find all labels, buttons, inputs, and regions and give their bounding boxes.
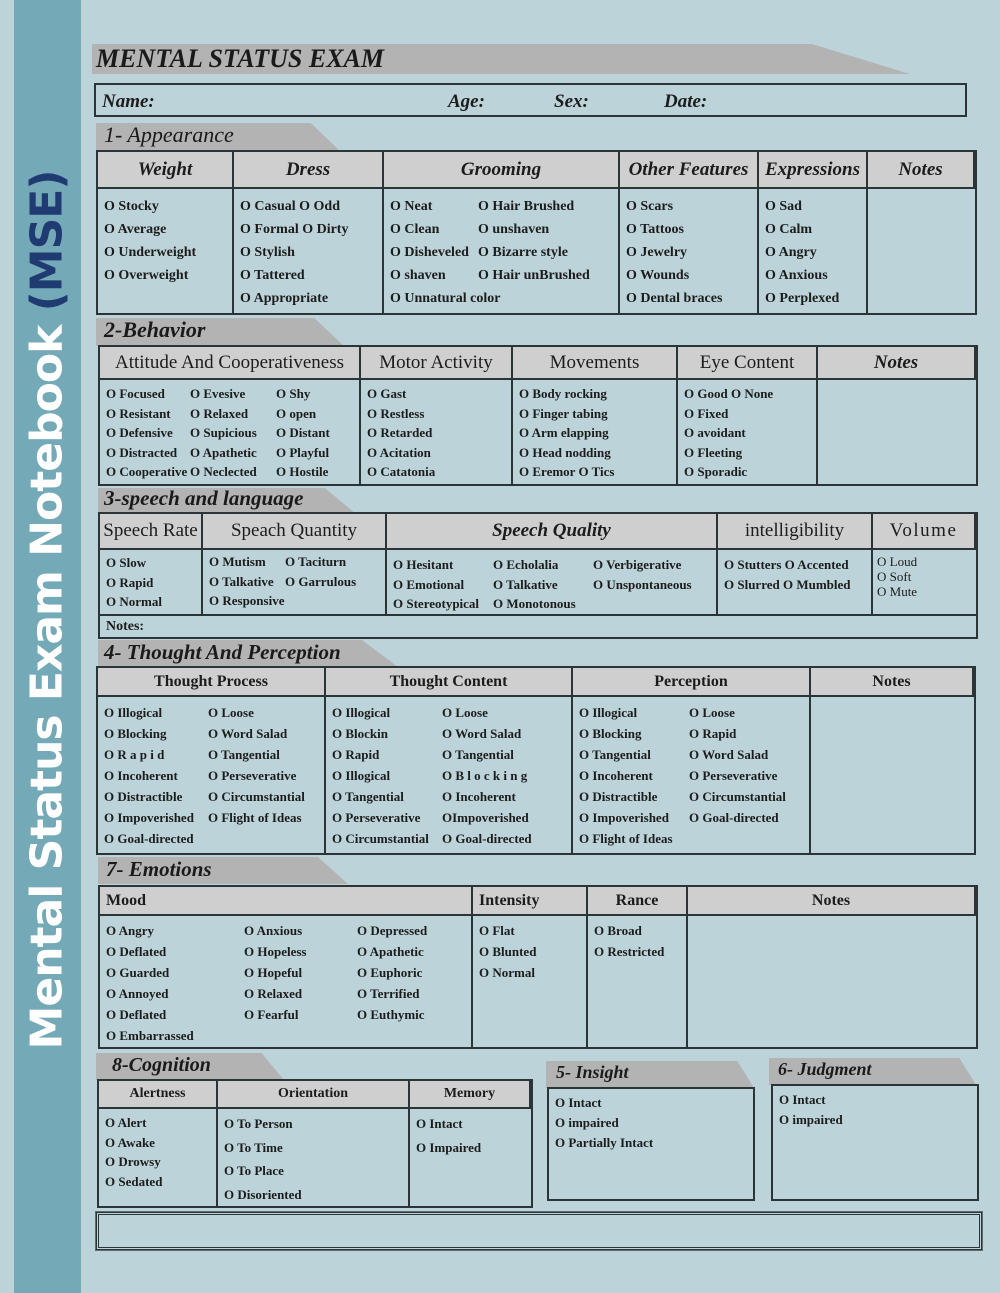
- thought-header-process: Thought Process: [98, 668, 326, 697]
- option-p-circumstantial[interactable]: O Circumstantial: [689, 789, 786, 804]
- option-good-none[interactable]: O Good O None: [684, 386, 774, 401]
- option-restricted[interactable]: O Restricted: [594, 944, 665, 959]
- option-memory-impaired[interactable]: O Impaired: [416, 1139, 482, 1155]
- option-tp-word-salad[interactable]: O Word Salad: [208, 726, 288, 741]
- option-tc-perseverative[interactable]: O Perseverative: [332, 810, 421, 825]
- option-tc-tangential-2[interactable]: O Tangential: [332, 789, 404, 804]
- date-field[interactable]: Date:: [664, 91, 708, 112]
- option-to-person[interactable]: O To Person: [224, 1116, 293, 1131]
- cognition-header-orientation: Orientation: [218, 1081, 410, 1109]
- option-tattoos[interactable]: O Tattoos: [626, 222, 684, 237]
- option-scars[interactable]: O Scars: [626, 199, 674, 214]
- option-m-euphoric[interactable]: O Euphoric: [357, 965, 423, 980]
- option-p-goal-directed[interactable]: O Goal-directed: [689, 810, 779, 825]
- option-disoriented[interactable]: O Disoriented: [224, 1186, 302, 1202]
- rance-options: [588, 916, 688, 1047]
- option-shaven[interactable]: O shaven: [390, 268, 446, 283]
- option-m-euthymic[interactable]: O Euthymic: [357, 1007, 425, 1022]
- option-overweight[interactable]: O Overweight: [104, 268, 189, 283]
- option-tp-rapid[interactable]: O R a p i d: [104, 747, 165, 762]
- option-tc-goal-directed[interactable]: O Goal-directed: [442, 831, 532, 846]
- option-sedated[interactable]: O Sedated: [105, 1173, 163, 1189]
- option-stocky[interactable]: O Stocky: [104, 199, 159, 214]
- option-tc-tangential[interactable]: O Tangential: [442, 747, 514, 762]
- thought-title: 4- Thought And Perception: [104, 640, 341, 664]
- option-stylish[interactable]: O Stylish: [240, 245, 295, 260]
- option-calm[interactable]: O Calm: [765, 222, 813, 237]
- option-mutism[interactable]: O Mutism: [209, 554, 266, 569]
- intensity-options: [473, 916, 588, 1047]
- option-m-fearful[interactable]: O Fearful: [244, 1007, 299, 1022]
- appearance-table: [96, 150, 977, 315]
- perception-options: [573, 697, 811, 853]
- option-m-embarrassed[interactable]: O Embarrassed: [106, 1028, 194, 1043]
- option-hostile[interactable]: O Hostile: [276, 464, 329, 479]
- option-retarded[interactable]: O Retarded: [367, 425, 433, 440]
- option-eremor-tics[interactable]: O Eremor O Tics: [519, 464, 615, 479]
- option-tc-word-salad[interactable]: O Word Salad: [442, 726, 522, 741]
- option-unshaven[interactable]: O unshaven: [478, 222, 550, 237]
- option-supicious[interactable]: O Supicious: [190, 425, 257, 440]
- option-tp-tangential[interactable]: O Tangential: [208, 747, 280, 762]
- option-playful[interactable]: O Playful: [276, 444, 330, 460]
- option-insight-partially-intact[interactable]: O Partially Intact: [555, 1135, 654, 1150]
- judgment-box: [771, 1084, 979, 1201]
- option-p-incoherent[interactable]: O Incoherent: [579, 768, 653, 783]
- option-tp-distractible[interactable]: O Distractible: [104, 789, 183, 804]
- option-m-terrified[interactable]: O Terrified: [357, 986, 420, 1001]
- option-neat[interactable]: O Neat: [390, 199, 433, 214]
- attitude-options: [100, 380, 361, 484]
- option-restless[interactable]: O Restless: [367, 405, 425, 421]
- option-memory-intact[interactable]: O Intact: [416, 1116, 463, 1131]
- option-tc-incoherent[interactable]: O Incoherent: [442, 789, 516, 804]
- option-m-hopeless[interactable]: O Hopeless: [244, 944, 307, 959]
- sex-field[interactable]: Sex:: [554, 91, 589, 112]
- speech-quantity-options: [203, 550, 387, 614]
- emotions-header-mood: Mood: [100, 887, 473, 916]
- option-distant[interactable]: O Distant: [276, 425, 330, 440]
- page-title: MENTAL STATUS EXAM: [96, 44, 385, 73]
- mood-options: [100, 916, 473, 1047]
- behavior-header-eye-content: Eye Content: [678, 347, 818, 380]
- option-to-place[interactable]: O To Place: [224, 1163, 284, 1178]
- option-stereotypical[interactable]: O Stereotypical: [393, 596, 480, 611]
- option-tc-loose[interactable]: O Loose: [442, 705, 488, 720]
- speech-quality-options: [387, 550, 718, 614]
- option-focused[interactable]: O Focused: [106, 386, 165, 401]
- option-m-hopeful[interactable]: O Hopeful: [244, 965, 303, 980]
- option-m-deflated-2[interactable]: O Deflated: [106, 1007, 167, 1022]
- behavior-notes-area[interactable]: [818, 380, 976, 484]
- option-intensity-normal[interactable]: O Normal: [479, 965, 535, 980]
- appearance-header-dress: Dress: [234, 152, 384, 189]
- option-fleeting[interactable]: O Fleeting: [684, 444, 743, 460]
- option-loud[interactable]: O Loud: [877, 554, 918, 569]
- speech-title: 3-speech and language: [104, 486, 304, 510]
- option-to-time[interactable]: O To Time: [224, 1139, 283, 1155]
- option-awake[interactable]: O Awake: [105, 1134, 155, 1150]
- appearance-header-other-features: Other Features: [620, 152, 759, 189]
- option-casual-odd[interactable]: O Casual O Odd: [240, 199, 340, 214]
- option-sad[interactable]: O Sad: [765, 199, 802, 214]
- option-disheveled[interactable]: O Disheveled: [390, 245, 469, 260]
- option-head-nodding[interactable]: O Head nodding: [519, 444, 611, 460]
- option-perplexed[interactable]: O Perplexed: [765, 291, 840, 306]
- motor-options: [361, 380, 513, 484]
- option-tattered[interactable]: O Tattered: [240, 268, 305, 283]
- option-sporadic[interactable]: O Sporadic: [684, 464, 748, 479]
- movements-options: [513, 380, 678, 484]
- option-angry[interactable]: O Angry: [765, 245, 817, 260]
- speech-table: [98, 512, 978, 616]
- option-tp-loose[interactable]: O Loose: [208, 705, 254, 720]
- option-flat[interactable]: O Flat: [479, 923, 515, 938]
- option-echolalia[interactable]: O Echolalia: [493, 557, 559, 572]
- option-p-flight-of-ideas[interactable]: O Flight of Ideas: [579, 831, 673, 846]
- option-tc-blocking[interactable]: O B l o c k i n g: [442, 768, 528, 783]
- option-p-word-salad[interactable]: O Word Salad: [689, 747, 769, 762]
- option-garrulous[interactable]: O Garrulous: [285, 573, 357, 589]
- patient-info-row: [94, 83, 967, 117]
- cognition-title: 8-Cognition: [112, 1054, 211, 1076]
- option-talkative-quality[interactable]: O Talkative: [493, 576, 558, 592]
- option-gast[interactable]: O Gast: [367, 386, 407, 401]
- behavior-table: [98, 345, 978, 486]
- option-shy[interactable]: O Shy: [276, 386, 311, 401]
- appearance-title: 1- Appearance: [104, 122, 234, 147]
- intelligibility-options: [718, 550, 873, 614]
- alertness-options: [99, 1109, 218, 1206]
- volume-options: [873, 550, 976, 614]
- option-fixed[interactable]: O Fixed: [684, 405, 729, 421]
- option-neclected[interactable]: O Neclected: [190, 464, 257, 479]
- thought-process-options: [98, 697, 326, 853]
- appearance-header-grooming: Grooming: [384, 152, 620, 189]
- judgment-title: 6- Judgment: [778, 1059, 872, 1079]
- dress-options: [234, 189, 384, 313]
- appearance-header-expressions: Expressions: [759, 152, 868, 189]
- option-wounds[interactable]: O Wounds: [626, 268, 690, 283]
- option-drowsy[interactable]: O Drowsy: [105, 1154, 161, 1169]
- option-p-illogical[interactable]: O Illogical: [579, 705, 638, 720]
- option-m-angry[interactable]: O Angry: [106, 923, 155, 938]
- option-tp-incoherent[interactable]: O Incoherent: [104, 768, 178, 783]
- option-hair-brushed[interactable]: O Hair Brushed: [478, 199, 575, 214]
- notebook-title-accent: (MSE): [21, 170, 73, 312]
- behavior-header-notes: Notes: [818, 347, 976, 380]
- option-catatonia[interactable]: O Catatonia: [367, 464, 436, 479]
- emotions-header-rance: Rance: [588, 887, 688, 916]
- option-jewelry[interactable]: O Jewelry: [626, 245, 688, 260]
- option-defensive[interactable]: O Defensive: [106, 425, 173, 440]
- option-resistant[interactable]: O Resistant: [106, 405, 171, 421]
- option-tc-illogical[interactable]: O Illogical: [332, 705, 391, 720]
- thought-header-content: Thought Content: [326, 668, 573, 697]
- emotions-header-notes: Notes: [688, 887, 976, 916]
- appearance-header-notes: Notes: [868, 152, 975, 189]
- thought-header-perception: Perception: [573, 668, 811, 697]
- grooming-options: [384, 189, 620, 313]
- emotions-title: 7- Emotions: [106, 857, 212, 881]
- option-dental-braces[interactable]: O Dental braces: [626, 291, 723, 306]
- thought-table: [96, 666, 976, 855]
- notebook-title: Mental Status Exam Notebook (MSE): [21, 170, 73, 1050]
- option-distracted[interactable]: O Distracted: [106, 444, 178, 460]
- age-field[interactable]: Age:: [448, 91, 485, 112]
- cognition-header-memory: Memory: [410, 1081, 531, 1109]
- speech-notes-row[interactable]: [98, 614, 978, 639]
- option-normal[interactable]: O Normal: [106, 594, 162, 609]
- option-tp-circumstantial[interactable]: O Circumstantial: [208, 789, 305, 804]
- option-slurred-mumbled[interactable]: O Slurred O Mumbled: [724, 577, 851, 592]
- option-insight-impaired[interactable]: O impaired: [555, 1115, 619, 1130]
- option-unspontaneous[interactable]: O Unspontaneous: [593, 576, 692, 592]
- option-m-guarded[interactable]: O Guarded: [106, 965, 170, 980]
- option-p-distractible[interactable]: O Distractible: [579, 789, 658, 804]
- appearance-notes-area[interactable]: [868, 189, 975, 313]
- memory-options: [410, 1109, 531, 1206]
- option-acitation[interactable]: O Acitation: [367, 444, 431, 460]
- option-evesive[interactable]: O Evesive: [190, 386, 246, 401]
- thought-content-options: [326, 697, 573, 853]
- option-judgment-intact[interactable]: O Intact: [779, 1092, 826, 1107]
- option-rapid[interactable]: O Rapid: [106, 574, 154, 590]
- insight-box: [547, 1087, 755, 1201]
- option-tp-illogical[interactable]: O Illogical: [104, 705, 163, 720]
- option-appropriate[interactable]: O Appropriate: [240, 291, 329, 306]
- appearance-header-weight: Weight: [98, 152, 234, 189]
- option-insight-intact[interactable]: O Intact: [555, 1095, 602, 1110]
- thought-notes-area[interactable]: [811, 697, 974, 853]
- option-hesitant[interactable]: O Hesitant: [393, 557, 454, 572]
- option-stutters-accented[interactable]: O Stutters O Accented: [724, 557, 849, 572]
- option-tp-blocking[interactable]: O Blocking: [104, 726, 167, 741]
- insight-title: 5- Insight: [556, 1062, 629, 1082]
- option-responsive[interactable]: O Responsive: [209, 593, 285, 608]
- option-verbigerative[interactable]: O Verbigerative: [593, 557, 682, 572]
- option-tc-circumstantial[interactable]: O Circumstantial: [332, 831, 429, 846]
- option-tp-perseverative[interactable]: O Perseverative: [208, 768, 297, 783]
- option-m-deflated[interactable]: O Deflated: [106, 944, 167, 959]
- option-anxious[interactable]: O Anxious: [765, 268, 828, 283]
- option-p-blocking[interactable]: O Blocking: [579, 726, 642, 741]
- option-alert[interactable]: O Alert: [105, 1115, 147, 1130]
- option-taciturn[interactable]: O Taciturn: [285, 554, 347, 569]
- option-talkative[interactable]: O Talkative: [209, 573, 274, 589]
- option-monotonous[interactable]: O Monotonous: [493, 596, 576, 611]
- emotions-table: [98, 885, 978, 1049]
- option-formal-dirty[interactable]: O Formal O Dirty: [240, 222, 349, 237]
- speech-header-quantity: Speach Quantity: [203, 514, 387, 550]
- cognition-header-alertness: Alertness: [99, 1081, 218, 1109]
- option-cooperative[interactable]: O Cooperative: [106, 464, 188, 479]
- option-apathetic[interactable]: O Apathetic: [190, 444, 257, 460]
- option-tc-blockin[interactable]: O Blockin: [332, 726, 388, 741]
- option-average[interactable]: O Average: [104, 222, 167, 237]
- orientation-options: [218, 1109, 410, 1206]
- option-tp-flight-of-ideas[interactable]: O Flight of Ideas: [208, 810, 302, 825]
- speech-header-intelligibility: intelligibility: [718, 514, 873, 550]
- option-m-annoyed[interactable]: O Annoyed: [106, 986, 169, 1001]
- bottom-notes-field[interactable]: [96, 1212, 982, 1250]
- option-m-apathetic[interactable]: O Apathetic: [357, 944, 424, 959]
- option-unnatural-color[interactable]: O Unnatural color: [390, 291, 501, 306]
- weight-options: [98, 189, 234, 313]
- option-mute[interactable]: O Mute: [877, 584, 918, 599]
- option-tc-impoverished[interactable]: OImpoverished: [442, 810, 529, 825]
- option-relaxed[interactable]: O Relaxed: [190, 405, 249, 421]
- option-tp-impoverished[interactable]: O Impoverished: [104, 810, 194, 825]
- option-bizarre-style[interactable]: O Bizarre style: [478, 245, 568, 260]
- option-slow[interactable]: O Slow: [106, 555, 147, 570]
- option-blunted[interactable]: O Blunted: [479, 944, 537, 959]
- option-tc-rapid[interactable]: O Rapid: [332, 747, 380, 762]
- option-arm-elapping[interactable]: O Arm elapping: [519, 425, 609, 440]
- option-judgment-impaired[interactable]: O impaired: [779, 1112, 843, 1127]
- option-clean[interactable]: O Clean: [390, 222, 440, 237]
- option-p-rapid[interactable]: O Rapid: [689, 726, 737, 741]
- speech-header-volume: Volume: [873, 514, 976, 550]
- behavior-header-motor: Motor Activity: [361, 347, 513, 380]
- option-tc-illogical-2[interactable]: O Illogical: [332, 768, 391, 783]
- behavior-title: 2-Behavior: [104, 317, 206, 342]
- option-body-rocking[interactable]: O Body rocking: [519, 386, 607, 401]
- speech-notes-label: Notes:: [106, 619, 145, 634]
- emotions-header-intensity: Intensity: [473, 887, 588, 916]
- option-avoidant[interactable]: O avoidant: [684, 425, 746, 440]
- thought-header-notes: Notes: [811, 668, 974, 697]
- speech-rate-options: [100, 550, 203, 614]
- option-p-loose[interactable]: O Loose: [689, 705, 735, 720]
- emotions-notes-area[interactable]: [688, 916, 976, 1047]
- option-open[interactable]: O open: [276, 405, 317, 421]
- expressions-options: [759, 189, 868, 313]
- option-finger-tabing[interactable]: O Finger tabing: [519, 405, 608, 421]
- behavior-header-movements: Movements: [513, 347, 678, 380]
- eye-content-options: [678, 380, 818, 484]
- option-m-anxious[interactable]: O Anxious: [244, 923, 303, 938]
- option-soft[interactable]: O Soft: [877, 569, 912, 584]
- speech-header-rate: Speech Rate: [100, 514, 203, 550]
- option-tp-goal-directed[interactable]: O Goal-directed: [104, 831, 194, 846]
- option-hair-unbrushed[interactable]: O Hair unBrushed: [478, 268, 590, 283]
- other-features-options: [620, 189, 759, 313]
- name-field[interactable]: Name:: [102, 91, 155, 112]
- cognition-table: [97, 1079, 533, 1208]
- option-broad[interactable]: O Broad: [594, 923, 642, 938]
- option-underweight[interactable]: O Underweight: [104, 245, 197, 260]
- behavior-header-attitude: Attitude And Cooperativeness: [100, 347, 361, 380]
- option-m-relaxed[interactable]: O Relaxed: [244, 986, 303, 1001]
- option-p-perseverative[interactable]: O Perseverative: [689, 768, 778, 783]
- option-emotional[interactable]: O Emotional: [393, 576, 465, 592]
- option-p-tangential[interactable]: O Tangential: [579, 747, 651, 762]
- option-m-depressed[interactable]: O Depressed: [357, 923, 428, 938]
- speech-header-quality: Speech Quality: [387, 514, 718, 550]
- option-p-impoverished[interactable]: O Impoverished: [579, 810, 669, 825]
